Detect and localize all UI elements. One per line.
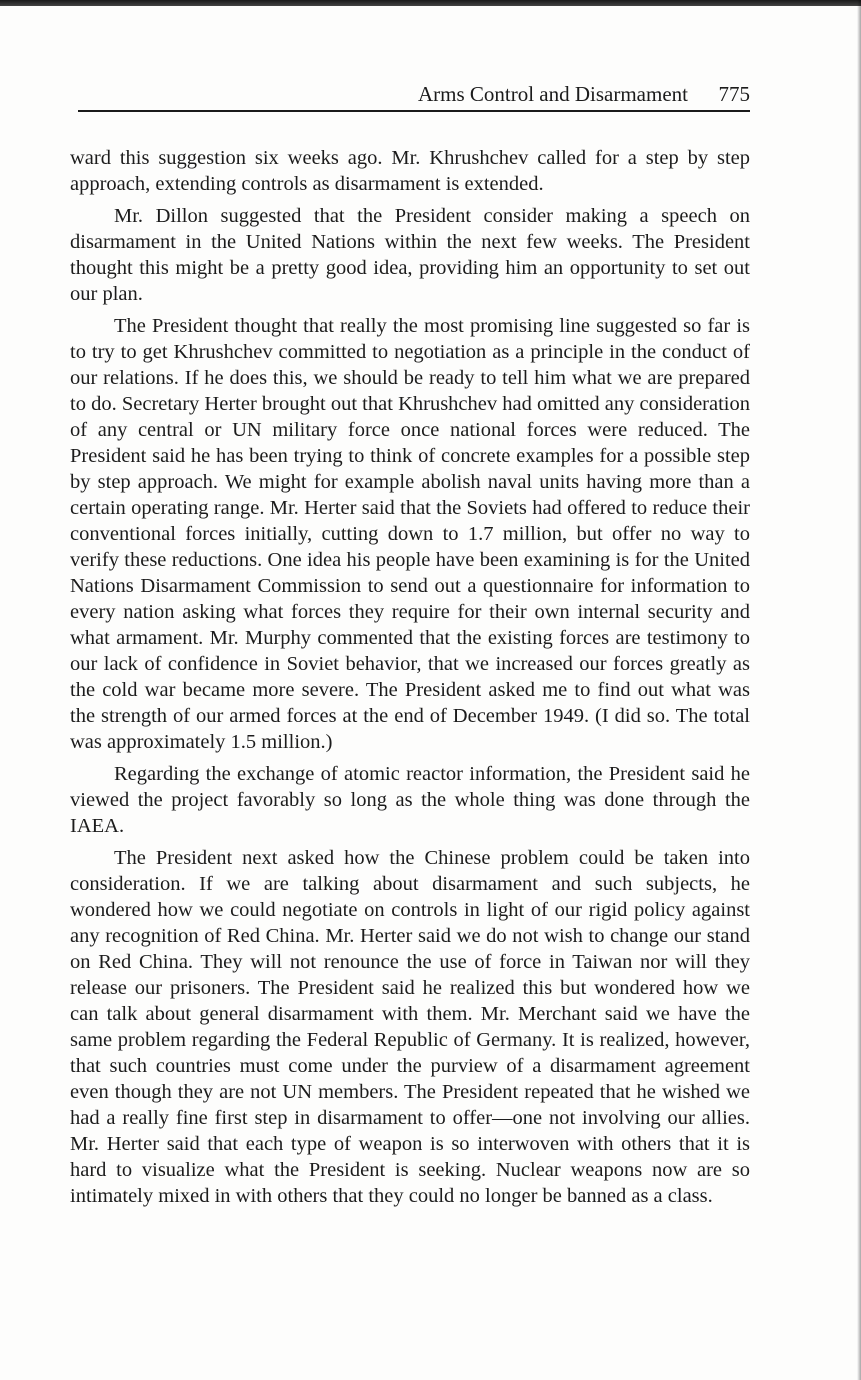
paragraph-3: The President thought that really the most promising line suggested so far is to try to get Khrushchev committed to negotiation as a principle in the conduct of our relations. If he does this, we should be ready to tell him what we are prepared to do. Secretary Herter brought out that Khrushchev had omitted any consideration of any central or UN military force once national forces were reduced. The President said he has been trying to think of concrete examples for a possible step by step approach. We might for example abolish naval units having more than a certain operating range. Mr. Herter said that the Soviets had offered to reduce their conventional forces initially, cutting down to 1.7 million, but offer no way to verify these reductions. One idea his people have been examining is for the United Nations Disarmament Commission to send out a questionnaire for information to every nation asking what forces they require for their own internal security and what armament. Mr. Murphy commented that the existing forces are testimony to our lack of confidence in Soviet behavior, that we increased our forces greatly as the cold war became more severe. The President asked me to find out what was the strength of our armed forces at the end of December 1949. (I did so. The total was approximately 1.5 million.) xyxy=(70,315,750,753)
paragraph-2: Mr. Dillon suggested that the President consider making a speech on disarmament in the United Nations within the next few weeks. The President thought this might be a pretty good idea, providing him an opportunity to set out our plan. xyxy=(70,205,750,305)
paragraph-5: The President next asked how the Chinese problem could be taken into consideration. If we are talking about disarmament and such subjects, he wondered how we could negotiate on controls in light of our rigid policy against any recognition of Red China. Mr. Herter said we do not wish to change our stand on Red China. They will not renounce the use of force in Taiwan nor will they release our prisoners. The President said he realized this but wondered how we can talk about general disarmament with them. Mr. Merchant said we have the same problem regarding the Federal Republic of Germany. It is realized, however, that such countries must come under the purview of a disarmament agreement even though they are not UN members. The President repeated that he wished we had a really fine first step in disarmament to offer—one not involving our allies. Mr. Herter said that each type of weapon is so interwoven with others that it is hard to visualize what the President is seeking. Nuclear weapons now are so intimately mixed in with others that they could no longer be banned as a class. xyxy=(70,847,750,1207)
paragraph-4: Regarding the exchange of atomic reactor information, the President said he viewed the project favorably so long as the whole thing was done through the IAEA. xyxy=(70,763,750,837)
header-rule xyxy=(78,110,750,112)
running-title: Arms Control and Disarmament xyxy=(417,82,688,106)
scan-top-edge xyxy=(0,0,861,6)
paragraph-1: ward this suggestion six weeks ago. Mr. Khrushchev called for a step by step approach, extending controls as disarmament is extended. xyxy=(70,147,750,195)
scan-right-edge xyxy=(857,0,861,1380)
running-header xyxy=(78,80,750,110)
body-text xyxy=(70,145,750,1215)
page-number: 775 xyxy=(718,82,750,106)
